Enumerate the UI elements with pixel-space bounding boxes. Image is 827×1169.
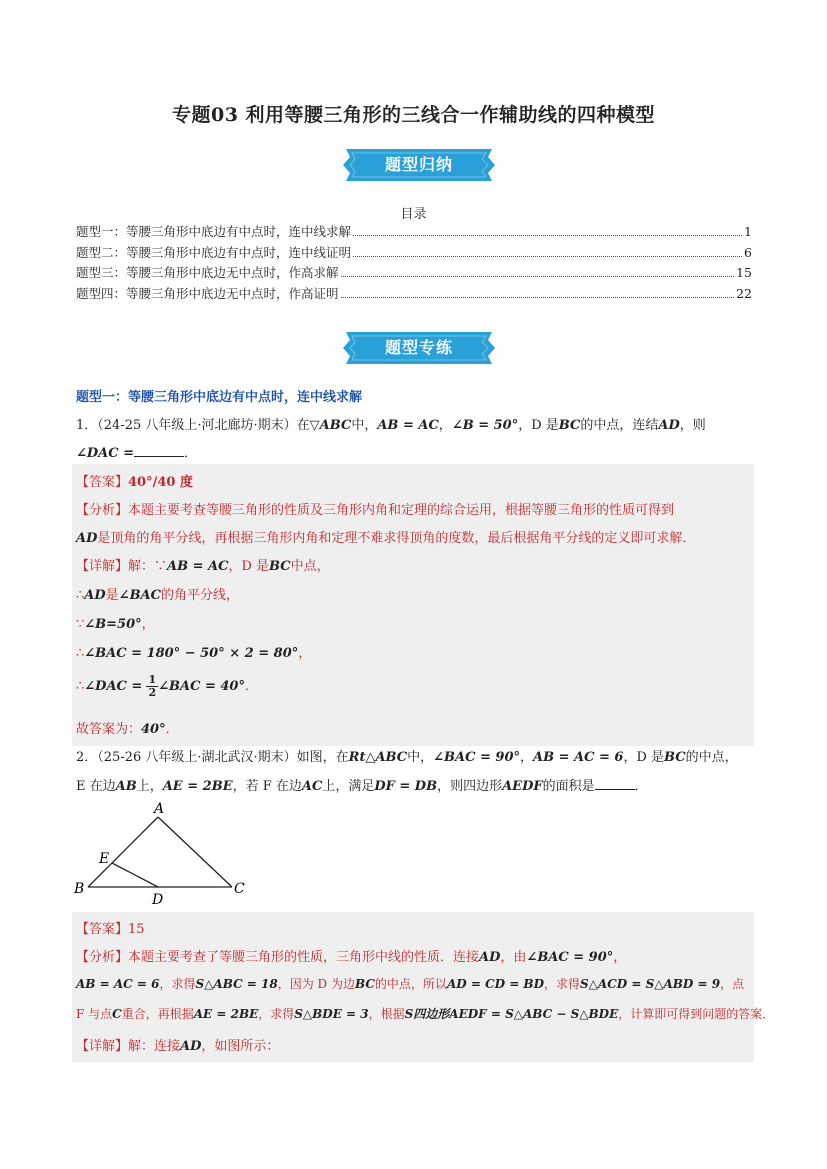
text: 本题主要考查等腰三角形的性质及三角形内角和定理的综合运用，根据等腰三角形的性质可得到 — [128, 503, 675, 518]
text: ∴ — [76, 646, 85, 661]
text: ． — [184, 446, 198, 461]
text: ，D 是 — [518, 418, 559, 433]
text: ，如图所示： — [201, 1039, 280, 1054]
text: 中， — [351, 418, 378, 433]
banner-summary — [340, 147, 498, 183]
toc-leader — [353, 235, 742, 236]
q2-analysis-line3 — [76, 1005, 774, 1022]
math: ∠DAC = — [84, 679, 143, 694]
toc-item[interactable] — [76, 222, 752, 243]
math: S△ABC = 18 — [195, 977, 278, 991]
q1-detail-line1 — [76, 555, 330, 574]
banner-practice — [340, 330, 498, 366]
text: 中点， — [290, 559, 330, 574]
math: AD — [180, 1039, 202, 1054]
toc-item-page: 15 — [736, 265, 752, 280]
text: 上， — [136, 779, 163, 794]
text: 中， — [407, 750, 434, 765]
text: ，D 是 — [623, 750, 665, 765]
label-e: E — [99, 851, 110, 867]
answer-tag: 【答案】 — [76, 922, 129, 937]
text: 解：连接 — [128, 1039, 181, 1054]
q2-stem-line2 — [76, 775, 648, 794]
math: AE = 2BE — [193, 1007, 259, 1021]
math: ∠BAC = 40° — [158, 679, 245, 694]
text: 故答案为： — [76, 722, 142, 737]
page-title: 专题03 利用等腰三角形的三线合一作辅助线的四种模型 — [171, 104, 656, 126]
text: ，则四边形 — [437, 779, 503, 794]
text: ． — [165, 722, 179, 737]
toc-item-label: 题型四：等腰三角形中底边无中点时，作高证明 — [76, 285, 339, 301]
text: ，若 F 在边 — [232, 779, 302, 794]
math: ∠BAC = 90° — [433, 750, 520, 765]
q1-final-answer — [76, 718, 179, 737]
answer-tag: 【答案】 — [76, 475, 129, 490]
answer-blank[interactable] — [134, 444, 184, 457]
label-a: A — [154, 801, 165, 817]
text: ． — [634, 779, 648, 794]
math: AB = AC = 6 — [533, 750, 624, 765]
label-d: D — [152, 892, 164, 908]
banner-practice-label: 题型专练 — [384, 338, 453, 357]
toc-item-label: 题型一：等腰三角形中底边有中点时，连中线求解 — [76, 224, 352, 239]
text: ，计算即可得到问题的答案． — [618, 1007, 775, 1021]
text: 1．（24-25 八年级上·河北廊坊·期末）在 — [76, 418, 310, 433]
math: C — [112, 1007, 122, 1021]
math: AD — [658, 418, 680, 433]
analysis-tag: 【分析】 — [76, 503, 129, 518]
text: ，则 — [679, 418, 706, 433]
q1-detail-line4 — [76, 642, 311, 661]
text: 本题主要考查了等腰三角形的性质，三角形中线的性质．连接 — [128, 950, 480, 965]
math: AD — [479, 950, 501, 965]
segment-ac — [158, 817, 232, 887]
text: ， — [298, 646, 312, 661]
math: AD = CD = BD — [446, 977, 544, 991]
math: BC — [355, 977, 375, 991]
text: 的中点，所以 — [374, 977, 447, 991]
math: ∠BAC = 180° − 50° × 2 = 80° — [84, 646, 299, 661]
section-title-type1: 题型一：等腰三角形中底边有中点时，连中线求解 — [76, 390, 363, 405]
toc-item-page: 22 — [736, 285, 752, 301]
q1-detail-line5 — [76, 674, 258, 699]
text: ，求得 — [543, 977, 580, 991]
math: ∠BAC = 90° — [526, 950, 614, 965]
math: AE = 2BE — [162, 779, 233, 794]
segment-ed — [112, 863, 158, 887]
math: ∠B = 50° — [451, 418, 519, 433]
text: ，点 — [720, 977, 745, 991]
math: S△ACD = S△ABD = 9 — [580, 977, 721, 991]
toc-leader — [341, 297, 735, 298]
math: S△BDE = 3 — [294, 1007, 369, 1021]
text: ， — [438, 418, 452, 433]
text: 重合，再根据 — [121, 1007, 194, 1021]
fraction-numerator: 1 — [148, 673, 157, 686]
math: ▽ABC — [309, 418, 352, 433]
text: ， — [520, 750, 534, 765]
q2-answer — [76, 918, 145, 937]
fraction-denominator: 2 — [148, 686, 157, 699]
toc-item-page: 1 — [744, 224, 752, 239]
detail-tag: 【详解】 — [76, 1039, 129, 1054]
text: ，D 是 — [228, 559, 270, 574]
text: ， — [141, 617, 155, 632]
text: 的面积是 — [542, 779, 595, 794]
math: AD — [76, 531, 98, 546]
text: ，求得 — [159, 977, 196, 991]
analysis-tag: 【分析】 — [76, 950, 129, 965]
toc-item[interactable] — [76, 263, 752, 284]
text: ，因为 D 为边 — [277, 977, 355, 991]
answer-value: 40°/40 度 — [128, 475, 193, 490]
math: Rt△ABC — [348, 750, 408, 765]
toc-item-label: 题型二：等腰三角形中底边有中点时，连中线证明 — [76, 244, 352, 260]
text: ∴ — [76, 588, 85, 603]
toc-item[interactable] — [76, 284, 752, 305]
text: 上，满足 — [322, 779, 375, 794]
math: AD — [84, 588, 106, 603]
table-of-contents — [76, 222, 752, 304]
q1-analysis-line2 — [76, 527, 695, 546]
toc-item[interactable] — [76, 243, 752, 264]
math: AB = AC — [377, 418, 439, 433]
q1-stem-line1 — [76, 414, 706, 433]
math: AB = AC — [167, 559, 229, 574]
text: ∵ — [76, 617, 85, 632]
math: S四边形AEDF = S△ABC − S△BDE — [404, 1007, 619, 1021]
text: F 与点 — [76, 1007, 113, 1021]
math: ∠B=50° — [84, 617, 142, 632]
math: BC — [269, 559, 291, 574]
answer-blank[interactable] — [595, 777, 635, 790]
math: 40° — [141, 722, 166, 737]
q2-stem-line1 — [76, 746, 738, 765]
text: ，求得 — [258, 1007, 295, 1021]
detail-tag: 【详解】 — [76, 559, 129, 574]
text: ∴ — [76, 679, 85, 694]
q1-stem-line2 — [76, 442, 197, 461]
text: ． — [244, 679, 258, 694]
q1-detail-line3 — [76, 613, 155, 632]
q1-analysis-line1 — [76, 499, 674, 518]
text: ，由 — [500, 950, 527, 965]
text: E 在边 — [76, 779, 116, 794]
answer-value: 15 — [128, 922, 145, 937]
text: 的中点，连结 — [580, 418, 659, 433]
text: 的角平分线， — [161, 588, 240, 603]
math: ∠DAC = — [76, 446, 135, 461]
label-b: B — [74, 881, 85, 897]
text: 解：∵ — [128, 559, 168, 574]
fraction — [146, 674, 158, 699]
toc-heading: 目录 — [400, 207, 427, 222]
text: 是 — [105, 588, 119, 603]
math: AB — [115, 779, 137, 794]
math: BC — [664, 750, 686, 765]
toc-item-label: 题型三：等腰三角形中底边无中点时，作高求解 — [76, 265, 339, 280]
banner-summary-label: 题型归纳 — [384, 155, 453, 174]
math: AB = AC = 6 — [76, 977, 160, 991]
text: ， — [613, 950, 627, 965]
text: 2．（25-26 八年级上·湖北武汉·期末）如图，在 — [76, 750, 349, 765]
q2-analysis-line2 — [76, 975, 744, 992]
text: 是顶角的角平分线，再根据三角形内角和定理不难求得顶角的度数，最后根据角平分线的定义即可求解． — [97, 531, 696, 546]
toc-leader — [341, 276, 735, 277]
q1-answer — [76, 471, 193, 490]
q2-analysis-line1 — [76, 946, 626, 965]
toc-item-page: 6 — [744, 244, 752, 260]
math: AC — [301, 779, 323, 794]
toc-leader — [353, 256, 742, 257]
math: BC — [558, 418, 581, 433]
q2-detail-line1 — [76, 1035, 279, 1054]
label-c: C — [234, 881, 245, 897]
q1-detail-line2 — [76, 584, 239, 603]
triangle-figure — [70, 800, 260, 910]
math: AEDF — [502, 779, 543, 794]
text: 的中点， — [685, 750, 738, 765]
math: DF = DB — [374, 779, 438, 794]
text: ，根据 — [368, 1007, 405, 1021]
math: ∠BAC — [118, 588, 161, 603]
